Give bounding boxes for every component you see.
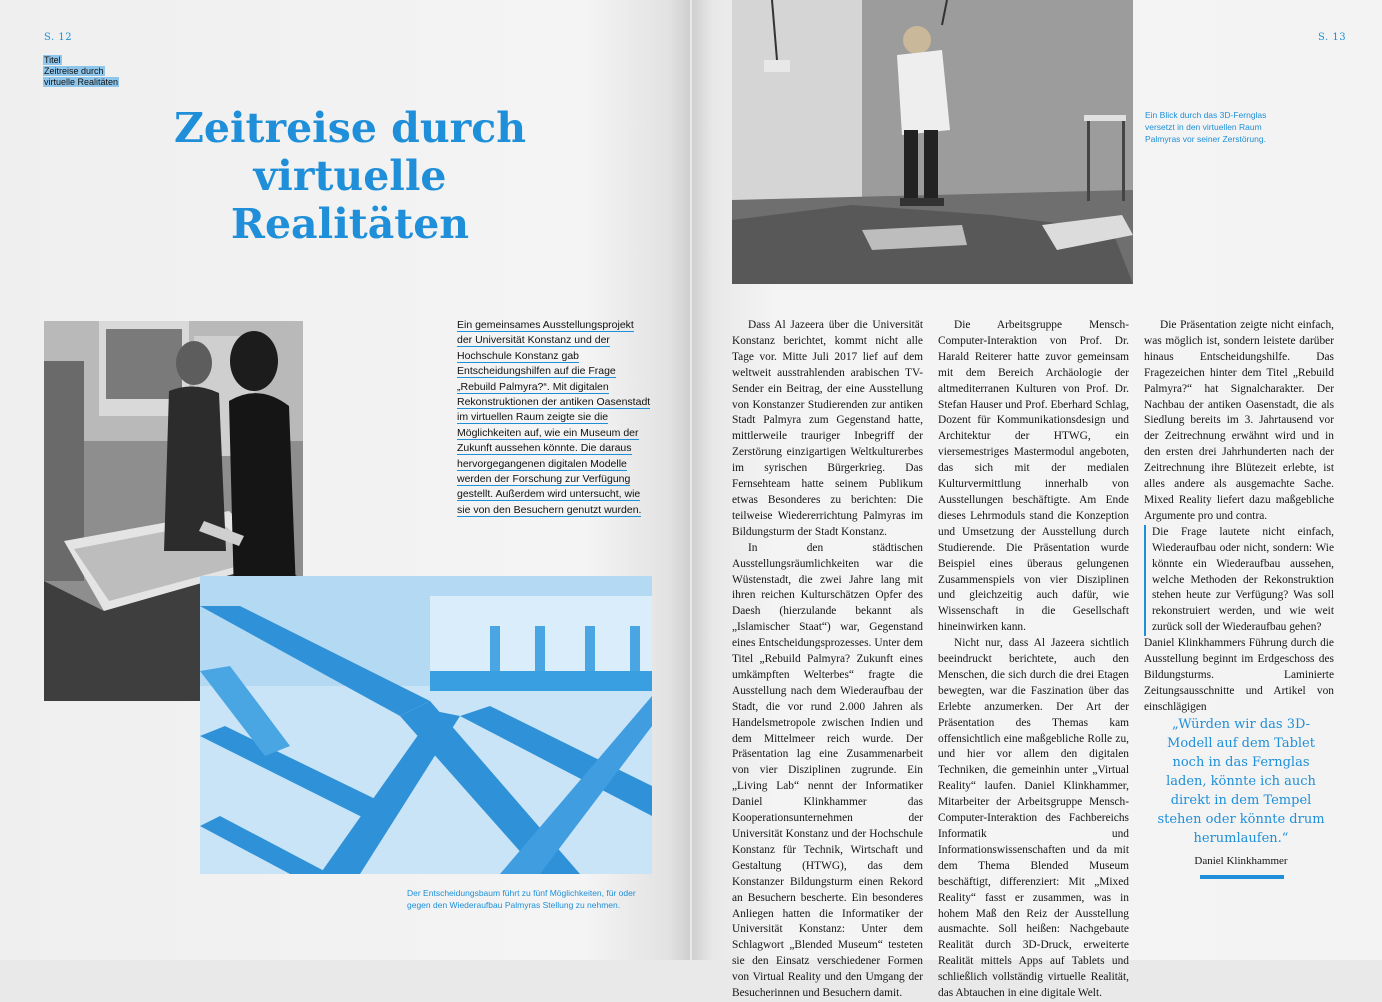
article-column-3 <box>1144 318 1334 716</box>
quote-underline <box>1200 875 1284 879</box>
page-number: S. 13 <box>1318 32 1347 43</box>
body-paragraph: In den städtischen Ausstellungsräumlichkeiten war die Wüstenstadt, die zwei Jahre lang mit ihren reichen Kulturschätzen Opfer des Daesh (hierzulande bekannt als „Islamischer Staat“) war, Gegenstand eines Entscheidungsprozesses. Unter dem Titel „Rebuild Palmyra? Zukunft eines umkämpften Welterbes“ fragte die Ausstellung nach dem Wiederaufbau der Stadt, die vor rund 2.000 Jahren als Handelsmetropole zwischen Indien und dem Mittelmeer reich wurde. Der Präsentation lag eine Zusammenarbeit von vier Disziplinen zugrunde. Ein „Living Lab“ nennt der Informatiker Daniel Klinkhammer das Kooperationsunternehmen der Universität Konstanz und der Hochschule Konstanz für Technik, Wirtschaft und Gestaltung (HTWG), das dem Konstanzer Bildungsturm einen Rekord an Besuchern bescherte. Ein besonderes Anliegen hatten die Informatiker der Universität Konstanz: Unter dem Schlagwort „Blended Museum“ testeten sie den Einsatz verschiedener Formen von Virtual Reality und den Umgang der Besucherinnen und Besuchern damit. <box>732 541 923 1000</box>
right-page <box>692 0 1382 1000</box>
body-paragraph: Die Arbeitsgruppe Mensch-Computer-Interaktion von Prof. Dr. Harald Reiterer hatte zuvor gemeinsam mit dem Bereich Archäologie der altmediterranen Kulturen von Prof. Dr. Stefan Hauser und Prof. Eberhard Schlag, Dozent für Kommunikationsdesign und Architektur der HTWG, ein viersemestriges Mastermodul angeboten, das sich mit der medialen Kulturvermittlung innerhalb von Ausstellungen beschäftigte. Am Ende dieses Lehrmoduls stand die Konzeption und Umsetzung der Ausstellung durch Studierende. Die Präsentation wurde Beispiel eines überaus gelungenen Zusammenspiels von vier Disziplinen und gleichzeitig auch dafür, wie Wissenschaft in die Gesellschaft hineinwirken kann. <box>938 319 1129 634</box>
body-paragraph: Die Präsentation zeigte nicht einfach, was möglich ist, sondern leistete darüber hinaus Entscheidungshilfe. Das Fragezeichen hinter dem Titel „Rebuild Palmyra?“ hat Signalcharakter. Der Nachbau der antiken Oasenstadt, die als Siedlung bereits im 3. Jahrtausend vor der Zeitrechnung erwähnt wird und in den ersten drei Jahrhunderten nach der Zeitrechnung ihre Blütezeit erlebte, ist alles andere als ausgemachte Sache. Mixed Reality liefert dazu maßgebliche Argumente pro und contra. <box>1144 319 1334 522</box>
rubric-line: virtuelle Realitäten <box>44 77 119 87</box>
rubric-label <box>43 55 119 88</box>
photo-caption: Der Entscheidungsbaum führt zu fünf Möglichkeiten, für oder gegen den Wiederaufbau Palmyras Stellung zu nehmen. <box>407 888 636 910</box>
body-paragraph: Nicht nur, dass Al Jazeera sichtlich beeindruckt berichtete, auch den Menschen, die sich durch die drei Etagen bewegten, war die Faszination über das Erlebte anzumerken. Der Art der Präsentation des Themas kam offensichtlich eine maßgebliche Rolle zu, und hier vor allem den digitalen Techniken, die gemeinhin unter „Virtual Reality“ laufen. Daniel Klinkhammer, Mitarbeiter der Arbeitsgruppe Mensch-Computer-Interaktion des Fachbereichs Informatik und Informationswissenschaften und da mit dem Thema Blended Museum beschäftigt, differenziert: Mit „Mixed Reality“ fasst er zusammen, was in hohem Maß den Reiz der Ausstellung ausmachte. Soll heißen: Nachgebaute Realität durch 3D-Druck, erweiterte Realität mittels Apps auf Tablets und schließlich vollständig virtuelle Realität, das Abtauchen in eine digitale Welt. <box>938 637 1129 1000</box>
title-line: virtuelle <box>253 152 447 200</box>
body-paragraph: Dass Al Jazeera über die Universität Konstanz berichtet, kommt nicht alle Tage vor. Mitte Juli 2017 lief auf dem weltweit ausstrahlenden arabischen TV-Sender ein Beitrag, der eine Ausstellung von Konstanzer Studierenden zur antiken Stadt Palmyra zum Gegenstand hatte, mittlerweile trauriger Inbegriff der Zerstörung einzigartigen Weltkulturerbes im syrischen Bürgerkrieg. Das Fernsehteam hatte seinem Publikum etwas Besonderes zu berichten: Die teilweise Wiedererrichtung Palmyras im Bildungsturm der Stadt Konstanz. <box>732 319 923 538</box>
highlighted-paragraph: Die Frage lautete nicht einfach, Wiederaufbau oder nicht, sondern: Wie könnte ein Wiederaufbau aussehen, welche Methoden der Rekonstruktion stehen heute zur Verfügung? Was soll rekonstruiert werden, und wie weit zurück soll der Wiederaufbau gehen? <box>1144 525 1334 636</box>
rubric-line: Zeitreise durch <box>44 66 104 76</box>
page-number: S. 12 <box>44 32 73 43</box>
title-line: Zeitreise durch <box>173 104 527 152</box>
article-column-1 <box>732 318 923 1002</box>
article-column-2 <box>938 318 1129 1002</box>
photo-caption: Ein Blick durch das 3D-Fernglas versetzt in den virtuellen Raum Palmyras vor seiner Zerstörung. <box>1145 110 1267 144</box>
decision-tree-photo <box>200 576 652 874</box>
article-title <box>120 104 580 248</box>
body-paragraph: Daniel Klinkhammers Führung durch die Ausstellung beginnt im Erdgeschoss des Bildungsturms. Laminierte Zeitungsausschnitte und Artikel von einschlägigen <box>1144 637 1334 713</box>
lead-text <box>457 318 651 518</box>
left-page <box>0 0 690 960</box>
quote-author: Daniel Klinkhammer <box>1194 855 1288 867</box>
pull-quote: „Würden wir das 3D-Modell auf dem Tablet noch in das Fernglas laden, könnte ich auch direkt in dem Tempel stehen oder könnte drum herumlaufen.“ <box>1157 717 1325 846</box>
rubric-line: Titel <box>44 55 61 65</box>
title-line: Realitäten <box>230 200 470 248</box>
lead-paragraph: Ein gemeinsames Ausstellungsprojekt der Universität Konstanz und der Hochschule Konstanz gab Entscheidungshilfen auf die Frage „Rebuild Palmyra?“. Mit digitalen Rekonstruktionen der antiken Oasenstadt im virtuellen Raum zeigte sie die Möglichkeiten auf, wie ein Museum der Zukunft aussehen könnte. Die daraus hervorgegangenen digitalen Modelle werden der Forschung zur Verfügung gestellt. Außerdem wird untersucht, wie sie von den Besuchern genutzt wurden. <box>457 319 651 516</box>
binocular-visitor-photo <box>732 0 1133 284</box>
